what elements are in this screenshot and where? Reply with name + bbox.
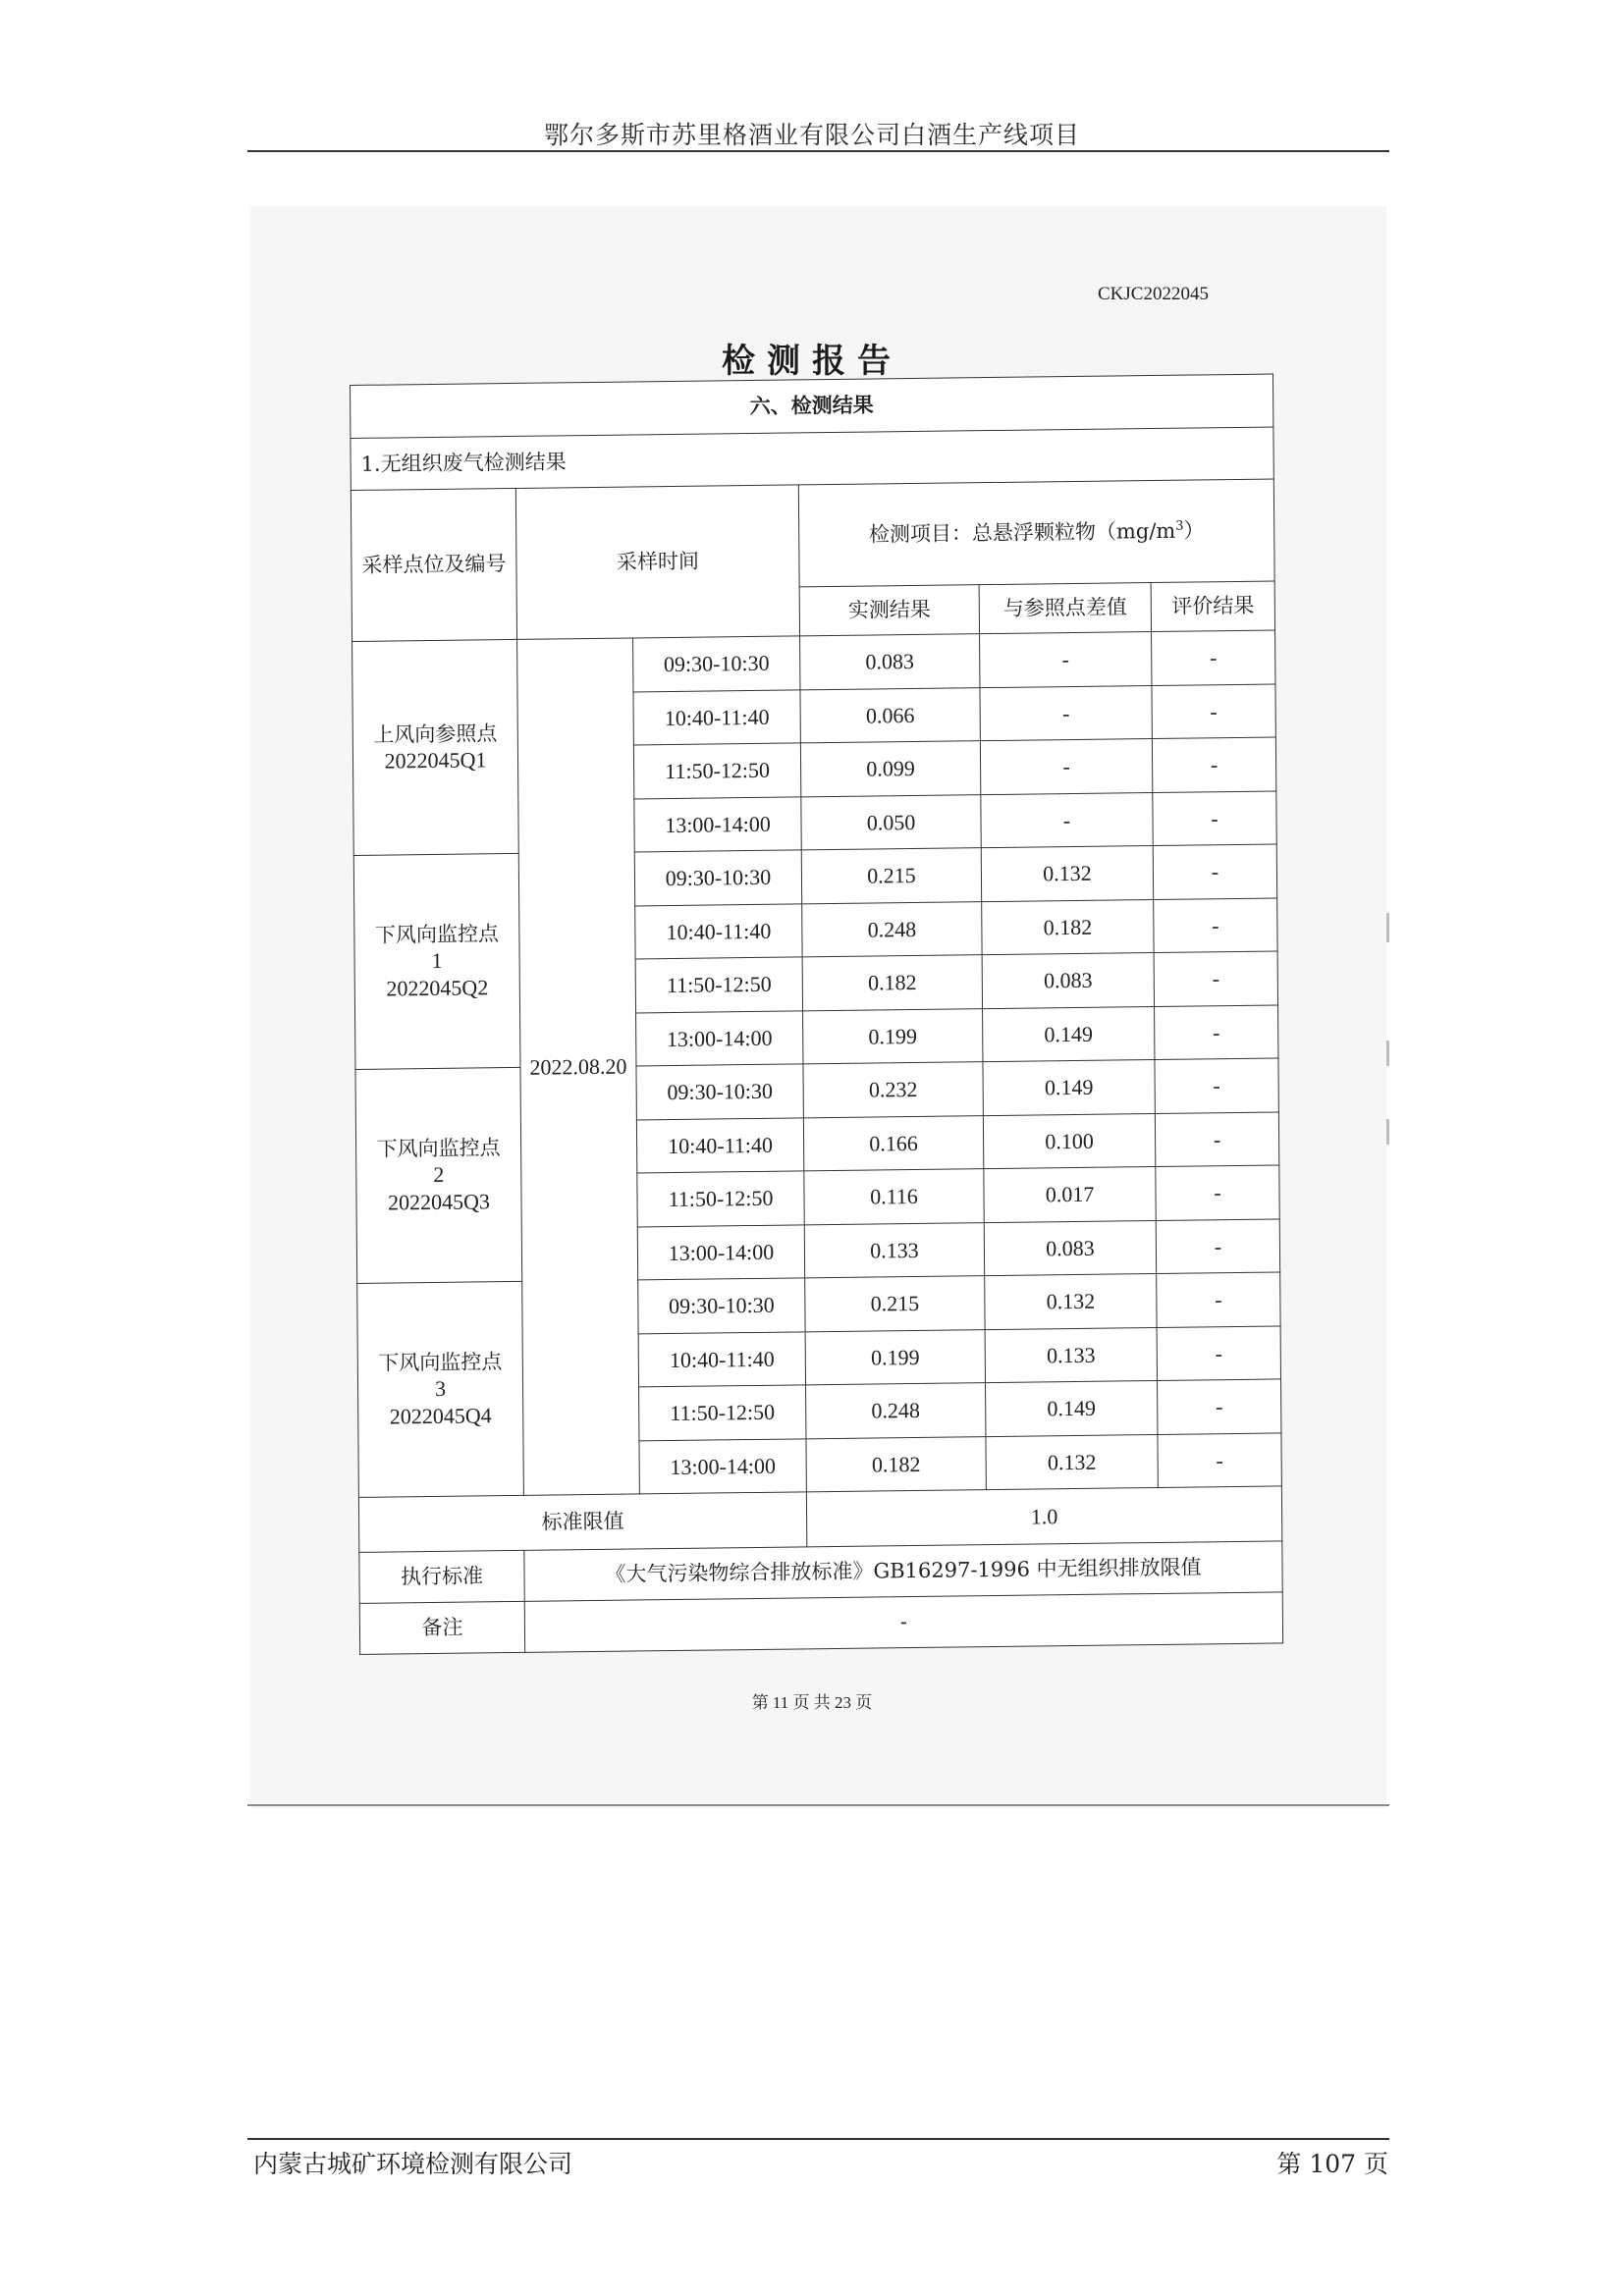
sampling-time: 10:40-11:40 <box>635 903 802 959</box>
remark-value: - <box>524 1592 1282 1652</box>
report-title: 检测报告 <box>722 342 902 381</box>
header-location: 采样点位及编号 <box>351 488 516 641</box>
measured-value: 0.166 <box>803 1115 983 1171</box>
location-number: 2 <box>433 1161 445 1188</box>
sampling-location <box>355 1067 522 1283</box>
header-evaluation: 评价结果 <box>1151 581 1274 632</box>
standard-value: 《大气污染物综合排放标准》GB16297-1996 中无组织排放限值 <box>524 1541 1282 1601</box>
sampling-time: 13:00-14:00 <box>637 1224 804 1280</box>
footer-divider <box>247 2138 1389 2140</box>
measured-value: 0.199 <box>803 1008 983 1064</box>
measured-value: 0.199 <box>805 1329 985 1385</box>
diff-value: 0.100 <box>983 1113 1155 1169</box>
sampling-time: 11:50-12:50 <box>635 957 802 1013</box>
diff-value: 0.132 <box>986 1434 1158 1490</box>
limit-value: 1.0 <box>806 1486 1281 1547</box>
measured-value: 0.116 <box>804 1169 984 1225</box>
measured-value: 0.182 <box>802 955 982 1011</box>
measured-value: 0.248 <box>806 1383 986 1439</box>
report-page-indicator: 第 11 页 共 23 页 <box>751 1693 873 1712</box>
report-id: CKJC2022045 <box>1098 284 1209 304</box>
diff-value: 0.017 <box>984 1166 1156 1222</box>
header-diff: 与参照点差值 <box>979 583 1151 634</box>
diff-value: - <box>980 739 1152 795</box>
scan-bottom-edge <box>247 1804 1389 1806</box>
location-name: 下风向监控点 <box>378 1350 503 1375</box>
footer-company: 内蒙古城矿环境检测有限公司 <box>253 2150 573 2178</box>
results-table-wrapper <box>350 373 1285 1660</box>
evaluation-value: - <box>1158 1432 1281 1487</box>
measured-value: 0.050 <box>801 794 981 850</box>
header-test-item-label: 检测项目：总悬浮颗粒物（mg/m <box>868 519 1176 547</box>
measured-value: 0.215 <box>801 848 981 904</box>
measured-value: 0.215 <box>805 1276 985 1332</box>
evaluation-value: - <box>1155 1058 1278 1113</box>
location-code: 2022045Q4 <box>389 1402 492 1429</box>
measured-value: 0.248 <box>802 901 982 957</box>
evaluation-value: - <box>1153 844 1276 899</box>
header-test-item <box>798 479 1274 587</box>
evaluation-value: - <box>1155 1004 1278 1059</box>
sampling-time: 10:40-11:40 <box>636 1117 803 1173</box>
sampling-time: 13:00-14:00 <box>639 1438 806 1494</box>
evaluation-value: - <box>1152 683 1275 738</box>
sampling-time: 10:40-11:40 <box>633 689 800 745</box>
evaluation-value: - <box>1152 737 1275 792</box>
evaluation-value: - <box>1154 951 1277 1006</box>
header-divider <box>247 150 1389 152</box>
location-name: 下风向监控点 <box>374 922 499 947</box>
measured-value: 0.099 <box>800 741 980 797</box>
remark-label: 备注 <box>359 1601 524 1654</box>
sampling-time: 09:30-10:30 <box>638 1278 805 1334</box>
header-test-item-sup: 3 <box>1175 519 1184 535</box>
footer-page-number: 第 107 页 <box>1276 2150 1388 2178</box>
measured-value: 0.083 <box>800 634 980 690</box>
scan-edge-mark <box>1386 1041 1389 1066</box>
page-header-title: 鄂尔多斯市苏里格酒业有限公司白酒生产线项目 <box>543 121 1080 149</box>
limit-label: 标准限值 <box>358 1492 806 1553</box>
location-code: 2022045Q3 <box>387 1188 491 1215</box>
sampling-location <box>353 853 520 1069</box>
scan-edge-mark <box>1386 913 1389 942</box>
diff-value: 0.083 <box>982 953 1154 1009</box>
diff-value: 0.149 <box>983 1060 1155 1116</box>
sampling-location <box>357 1281 524 1497</box>
diff-value: 0.132 <box>981 846 1153 902</box>
sampling-location <box>352 639 519 855</box>
location-code: 2022045Q2 <box>386 974 489 1001</box>
diff-value: - <box>981 792 1153 848</box>
location-code: 2022045Q1 <box>384 747 487 774</box>
header-measured: 实测结果 <box>799 585 979 636</box>
sampling-time: 11:50-12:50 <box>639 1385 806 1441</box>
evaluation-value: - <box>1155 1111 1278 1166</box>
sampling-time: 11:50-12:50 <box>637 1171 804 1227</box>
evaluation-value: - <box>1154 897 1277 952</box>
sampling-time: 11:50-12:50 <box>633 743 800 799</box>
evaluation-value: - <box>1158 1379 1281 1434</box>
location-name: 上风向参照点 <box>373 721 498 747</box>
evaluation-value: - <box>1153 790 1276 845</box>
sampling-time: 13:00-14:00 <box>636 1010 803 1066</box>
measured-value: 0.133 <box>804 1222 984 1278</box>
sampling-date: 2022.08.20 <box>517 638 640 1495</box>
evaluation-value: - <box>1152 630 1275 685</box>
measured-value: 0.232 <box>803 1062 983 1118</box>
location-number: 1 <box>431 947 443 974</box>
sampling-time: 13:00-14:00 <box>634 796 801 852</box>
diff-value: 0.149 <box>986 1380 1158 1436</box>
section-title: 六、检测结果 <box>351 374 1273 438</box>
location-name: 下风向监控点 <box>376 1136 501 1161</box>
location-number: 3 <box>434 1375 447 1402</box>
diff-value: 0.149 <box>983 1006 1155 1062</box>
diff-value: - <box>980 632 1152 688</box>
evaluation-value: - <box>1156 1218 1279 1273</box>
standard-label: 执行标准 <box>359 1550 524 1603</box>
diff-value: 0.132 <box>985 1273 1157 1329</box>
diff-value: 0.083 <box>984 1220 1156 1276</box>
header-test-item-close: ） <box>1183 518 1205 543</box>
header-time: 采样时间 <box>515 485 799 640</box>
subsection-title: 1.无组织废气检测结果 <box>351 427 1273 490</box>
sampling-time: 09:30-10:30 <box>636 1064 803 1120</box>
measured-value: 0.182 <box>806 1436 986 1492</box>
sampling-time: 09:30-10:30 <box>633 636 800 692</box>
diff-value: 0.182 <box>982 899 1154 955</box>
results-table <box>350 374 1283 1655</box>
diff-value: - <box>980 685 1152 741</box>
evaluation-value: - <box>1157 1272 1280 1327</box>
scan-edge-mark <box>1386 1119 1389 1145</box>
sampling-time: 09:30-10:30 <box>634 850 801 906</box>
evaluation-value: - <box>1157 1325 1280 1380</box>
diff-value: 0.133 <box>985 1327 1157 1383</box>
evaluation-value: - <box>1156 1165 1279 1220</box>
measured-value: 0.066 <box>800 687 980 743</box>
sampling-time: 10:40-11:40 <box>638 1331 805 1387</box>
